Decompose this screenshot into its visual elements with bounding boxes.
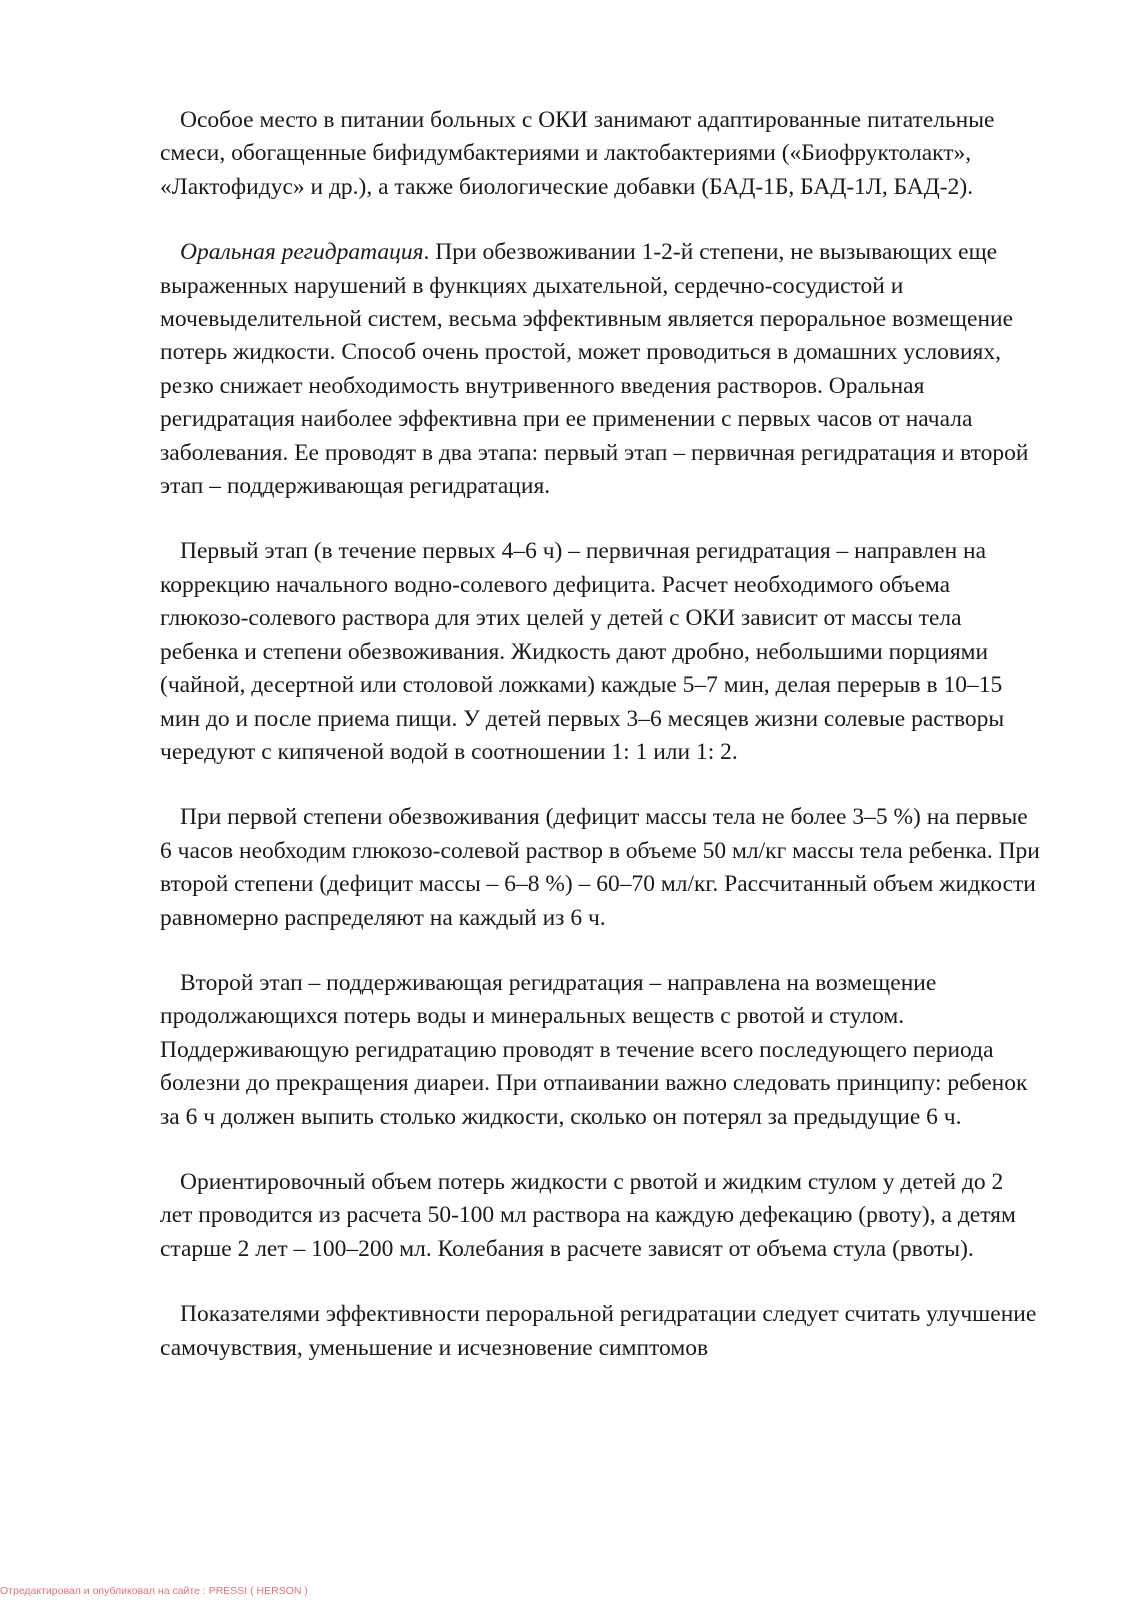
paragraph-2-text: . При обезвоживании 1-2-й степени, не вызывающих еще выраженных нарушений в функциях дыхательной, сердечно-сосудистой и мочевыделительной систем, весьма эффективным является пероральное возмещение потерь жидкости. Способ очень простой, может проводиться в домашних условиях, резко снижает необходимость внутривенного введения растворов. Оральная регидратация наиболее эффективна при ее применении с первых часов от начала заболевания. Ее проводят в два этапа: первый этап – первичная регидратация и второй этап – поддерживающая регидратация.	[160, 239, 1029, 500]
footer-credit: Отредактировал и опубликовал на сайте : PRESSI ( HERSON )	[0, 1585, 308, 1597]
paragraph-1	[160, 104, 1040, 204]
paragraph-7	[160, 1298, 1040, 1365]
paragraph-5-text: Второй этап – поддерживающая регидратация – направлена на возмещение продолжающихся потерь воды и минеральных веществ с рвотой и стулом. Поддерживающую регидратацию проводят в течение всего последующего периода болезни до прекращения диареи. При отпаивании важно следовать принципу: ребенок за 6 ч должен выпить столько жидкости, сколько он потерял за предыдущие 6 ч.	[160, 969, 1028, 1130]
paragraph-5	[160, 967, 1040, 1134]
paragraph-3-text: Первый этап (в течение первых 4–6 ч) – первичная регидратация – направлен на коррекцию начального водно-солевого дефицита. Расчет необходимого объема глюкозо-солевого раствора для этих целей у детей с ОКИ зависит от массы тела ребенка и степени обезвоживания. Жидкость дают дробно, небольшими порциями (чайной, десертной или столовой ложками) каждые 5–7 мин, делая перерыв в 10–15 мин до и после приема пищи. У детей первых 3–6 месяцев жизни солевые растворы чередуют с кипяченой водой в соотношении 1: 1 или 1: 2.	[160, 538, 1005, 765]
paragraph-4	[160, 801, 1040, 935]
paragraph-3	[160, 535, 1040, 769]
paragraph-6-text: Ориентировочный объем потерь жидкости с рвотой и жидким стулом у детей до 2 лет проводится из расчета 50-100 мл раствора на каждую дефекацию (рвоту), а детям старше 2 лет – 100–200 мл. Колебания в расчете зависят от объема стула (рвоты).	[160, 1168, 1016, 1262]
paragraph-7-text: Показателями эффективности пероральной регидратации следует считать улучшение самочувствия, уменьшение и исчезновение симптомов	[160, 1301, 1037, 1361]
paragraph-2	[160, 236, 1040, 503]
paragraph-6	[160, 1166, 1040, 1266]
document-body	[160, 104, 1040, 1397]
paragraph-2-emphasis: Оральная регидратация	[180, 239, 424, 266]
paragraph-1-text: Особое место в питании больных с ОКИ занимают адаптированные питательные смеси, обогащенные бифидумбактериями и лактобактериями («Биофруктолакт», «Лактофидус» и др.), а также биологические добавки (БАД-1Б, БАД-1Л, БАД-2).	[160, 107, 995, 200]
paragraph-4-text: При первой степени обезвоживания (дефицит массы тела не более 3–5 %) на первые 6 часов необходим глюкозо-солевой раствор в объеме 50 мл/кг массы тела ребенка. При второй степени (дефицит массы – 6–8 %) – 60–70 мл/кг. Рассчитанный объем жидкости равномерно распределяют на каждый из 6 ч.	[160, 804, 1040, 931]
